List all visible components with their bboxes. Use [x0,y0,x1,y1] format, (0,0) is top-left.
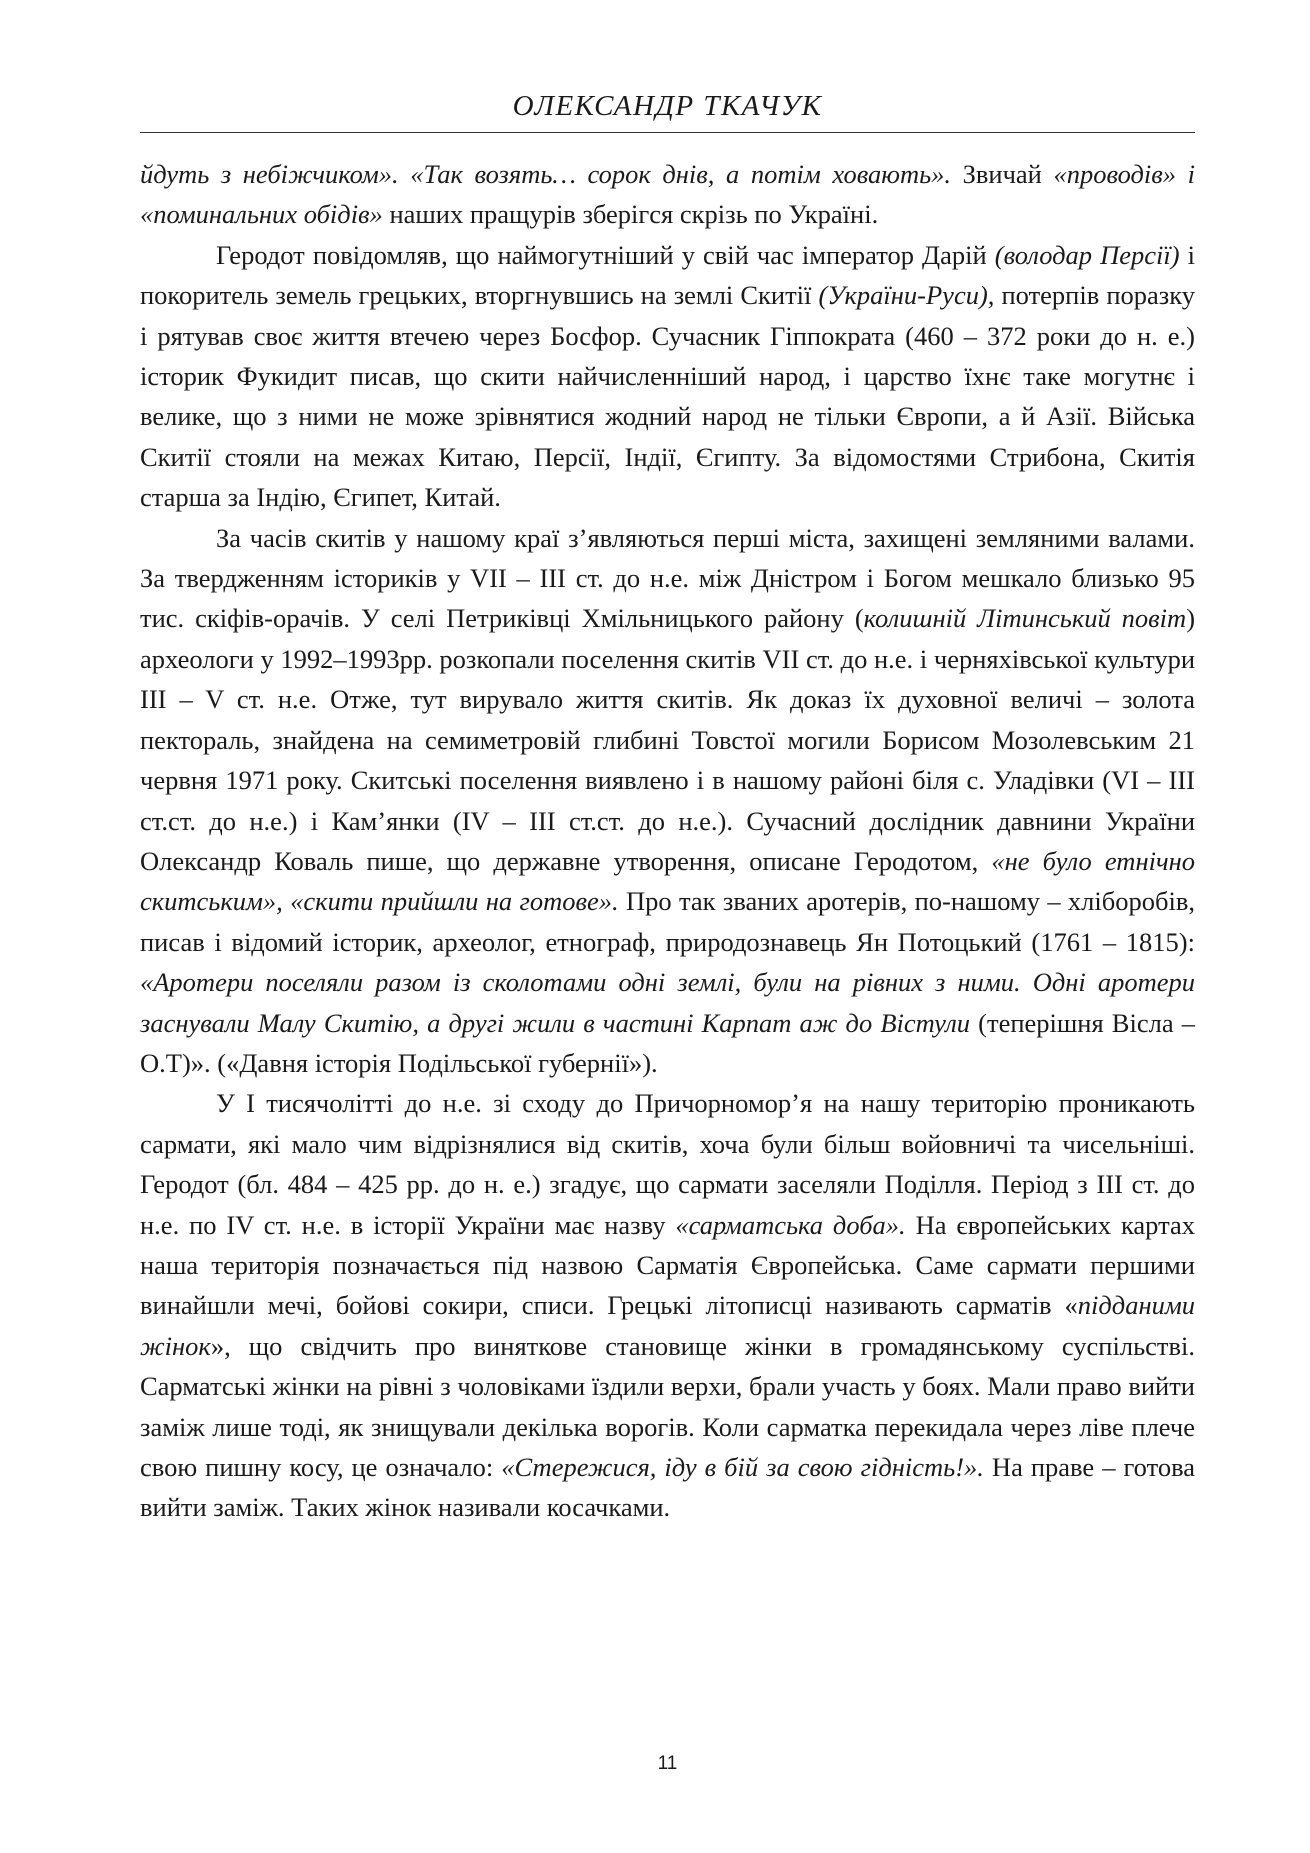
text-run: За часів скитів у нашому краї з’являються перші міста, захищені земляними валами. За твердженням істориків у VII – III ст. до н.е. між Дністром і Богом мешкало близько 95 тис. скіфів-орачів. У селі Петриківці Хмільницького району ( [140,522,1195,634]
italic-text: (володар Персії) [994,239,1180,270]
italic-text: колишній Літинський повіт [863,603,1187,634]
text-run: потерпів поразку і рятував своє життя втечею через Босфор. Сучасник Гіппократа (460 – 372 роки до н. е.) історик Фукидит писав, що скити найчисленніший народ, і царство їхнє таке могутнє і велике, що з ними не може зрівнятися жодний народ не тільки Європи, а й Азії. Війська Скитії стояли на межах Китаю, Персії, Індії, Єгипту. За відомостями Стрибона, Скитія старша за Індію, Єгипет, Китай. [140,280,1195,513]
italic-text: «Аротери поселяли разом із сколотами одні землі, були на рівних з ними. Одні аротери заснували Малу Скитію, а другі жили в частині Карпат аж до Вістули [140,967,1195,1038]
text-run: ) археологи у 1992–1993рр. розкопали поселення скитів VII ст. до н.е. і черняхівської культури III – V ст. н.е. Отже, тут вирувало життя скитів. Як доказ їх духовної величі – золота пектораль, знайдена на семиметровій глибині Товстої могили Борисом Мозолевським 21 червня 1971 року. Скитські поселення виявлено і в нашому районі біля с. Уладівки (VI – III ст.ст. до н.е.) і Кам’янки (IV – III ст.ст. до н.е.). Сучасний дослідник давнини України Олександр Коваль пише, що державне утворення, описане Геродотом, [140,603,1196,876]
text-run: і покоритель земель грецьких, вторгнувшись на землі Скитії [140,239,1195,311]
text-run: На європейських картах наша територія позначається під назвою Сарматія Європейська. Саме сармати першими винайшли мечі, бойові сокири, списи. Грецькі літописці називають сарматів « [140,1209,1195,1321]
text-run: », що свідчить про виняткове становище жінки в громадянському суспільстві. Сарматські жінки на рівні з чоловіками їздили верхи, брали участь у боях. Мали право вийти заміж лише тоді, як знищували декілька ворогів. Коли сарматка перекидала через ліве плече свою пишну косу, це означало: [140,1330,1195,1482]
paragraph [140,154,1195,235]
italic-text: (України-Руси), [818,280,995,311]
italic-text: «сарматська доба». [675,1209,906,1240]
text-run: (теперішня Вісла – О.Т)». («Давня історія Подільської губернії»). [140,1007,1195,1078]
page-number: 11 [657,1753,678,1774]
paragraph [140,235,1195,518]
italic-text: підданими жінок [140,1290,1195,1361]
text-run: У I тисячолітті до н.е. зі сходу до Причорномор’я на нашу територію проникають сармати, які мало чим відрізнялися від скитів, хоча були більш войовничі та чисельніші. Геродот (бл. 484 – 425 рр. до н. е.) згадує, що сармати заселяли Поділля. Період з III ст. до н.е. по IV ст. н.е. в історії України має назву [140,1088,1195,1240]
text-run: Геродот повідомляв, що наймогутніший у свій час імператор Дарій [216,239,995,270]
header-divider [140,132,1195,133]
italic-text: «проводів» і «поминальних обідів» [140,159,1195,230]
text-run: На праве – готова вийти заміж. Таких жінок називали косачками. [140,1452,1195,1523]
text-run: Звичай [951,159,1054,189]
italic-text: «Стережися, іду в бій за свою гідність!». [501,1452,984,1482]
italic-text: йдуть з небіжчиком». «Так возять… сорок днів, а потім ховають». [140,159,952,189]
running-head: ОЛЕКСАНДР ТКАЧУК [512,90,823,122]
paragraph [140,1083,1195,1527]
paragraph [140,518,1195,1084]
text-run: Про так званих аротерів, по-нашому – хліборобів, писав і відомий історик, археолог, етнограф, природознавець Ян Потоцький (1761 – 1815): [140,886,1195,957]
text-run: наших пращурів зберігся скрізь по Україні. [382,199,879,230]
main-text [140,154,1195,1528]
italic-text: «не було етнічно скитським», «скити прийшли на готове». [140,845,1195,917]
